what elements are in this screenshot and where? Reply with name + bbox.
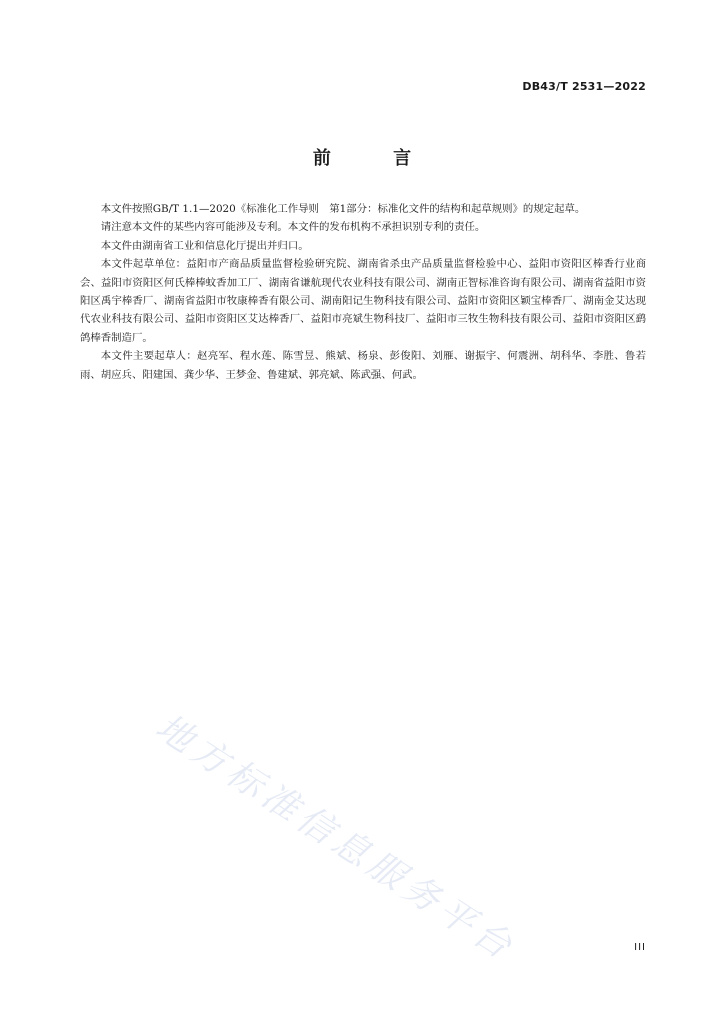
page-title: 前 言 bbox=[312, 148, 440, 169]
paragraph-drafting-rules: 本文件按照GB/T 1.1—2020《标准化工作导则 第1部分：标准化文件的结构和起草规则》的规定起草。 bbox=[100, 203, 586, 215]
standard-code: DB43/T 2531—2022 bbox=[522, 80, 646, 93]
paragraph-proposer: 本文件由湖南省工业和信息化厅提出并归口。 bbox=[100, 239, 309, 252]
page-number: III bbox=[634, 942, 646, 953]
paragraph-drafters: 本文件主要起草人：赵亮军、程水莲、陈雪昱、熊斌、杨泉、彭俊阳、刘雁、谢振宇、何震洲、胡科华、李胜、鲁若雨、胡应兵、阳建国、龚少华、王梦金、鲁建斌、郭亮斌、陈武强、何武。 bbox=[80, 350, 646, 381]
paragraph-patent-notice: 请注意本文件的某些内容可能涉及专利。本文件的发布机构不承担识别专利的责任。 bbox=[100, 221, 486, 234]
paragraph-drafting-units: 本文件起草单位：益阳市产商品质量监督检验研究院、湖南省杀虫产品质量监督检验中心、益阳市资阳区棒香行业商会、益阳市资阳区何氏棒棒蚊香加工厂、湖南省谦航现代农业科技有限公司、湖南正智标准咨询有限公司、湖南省益阳市资阳区禹宇棒香厂、湖南省益阳市牧康棒香有限公司、湖南阳记生物科技有限公司、益阳市资阳区颖宝棒香厂、湖南金艾达现代农业科技有限公司、益阳市资阳区艾达棒香厂、益阳市亮斌生物科技厂、益阳市三牧生物科技有限公司、益阳市资阳区鹞鸽棒香制造厂。 bbox=[80, 258, 646, 344]
foreword-body bbox=[80, 200, 646, 384]
watermark: 地方标准信息服务平台 bbox=[148, 706, 523, 970]
